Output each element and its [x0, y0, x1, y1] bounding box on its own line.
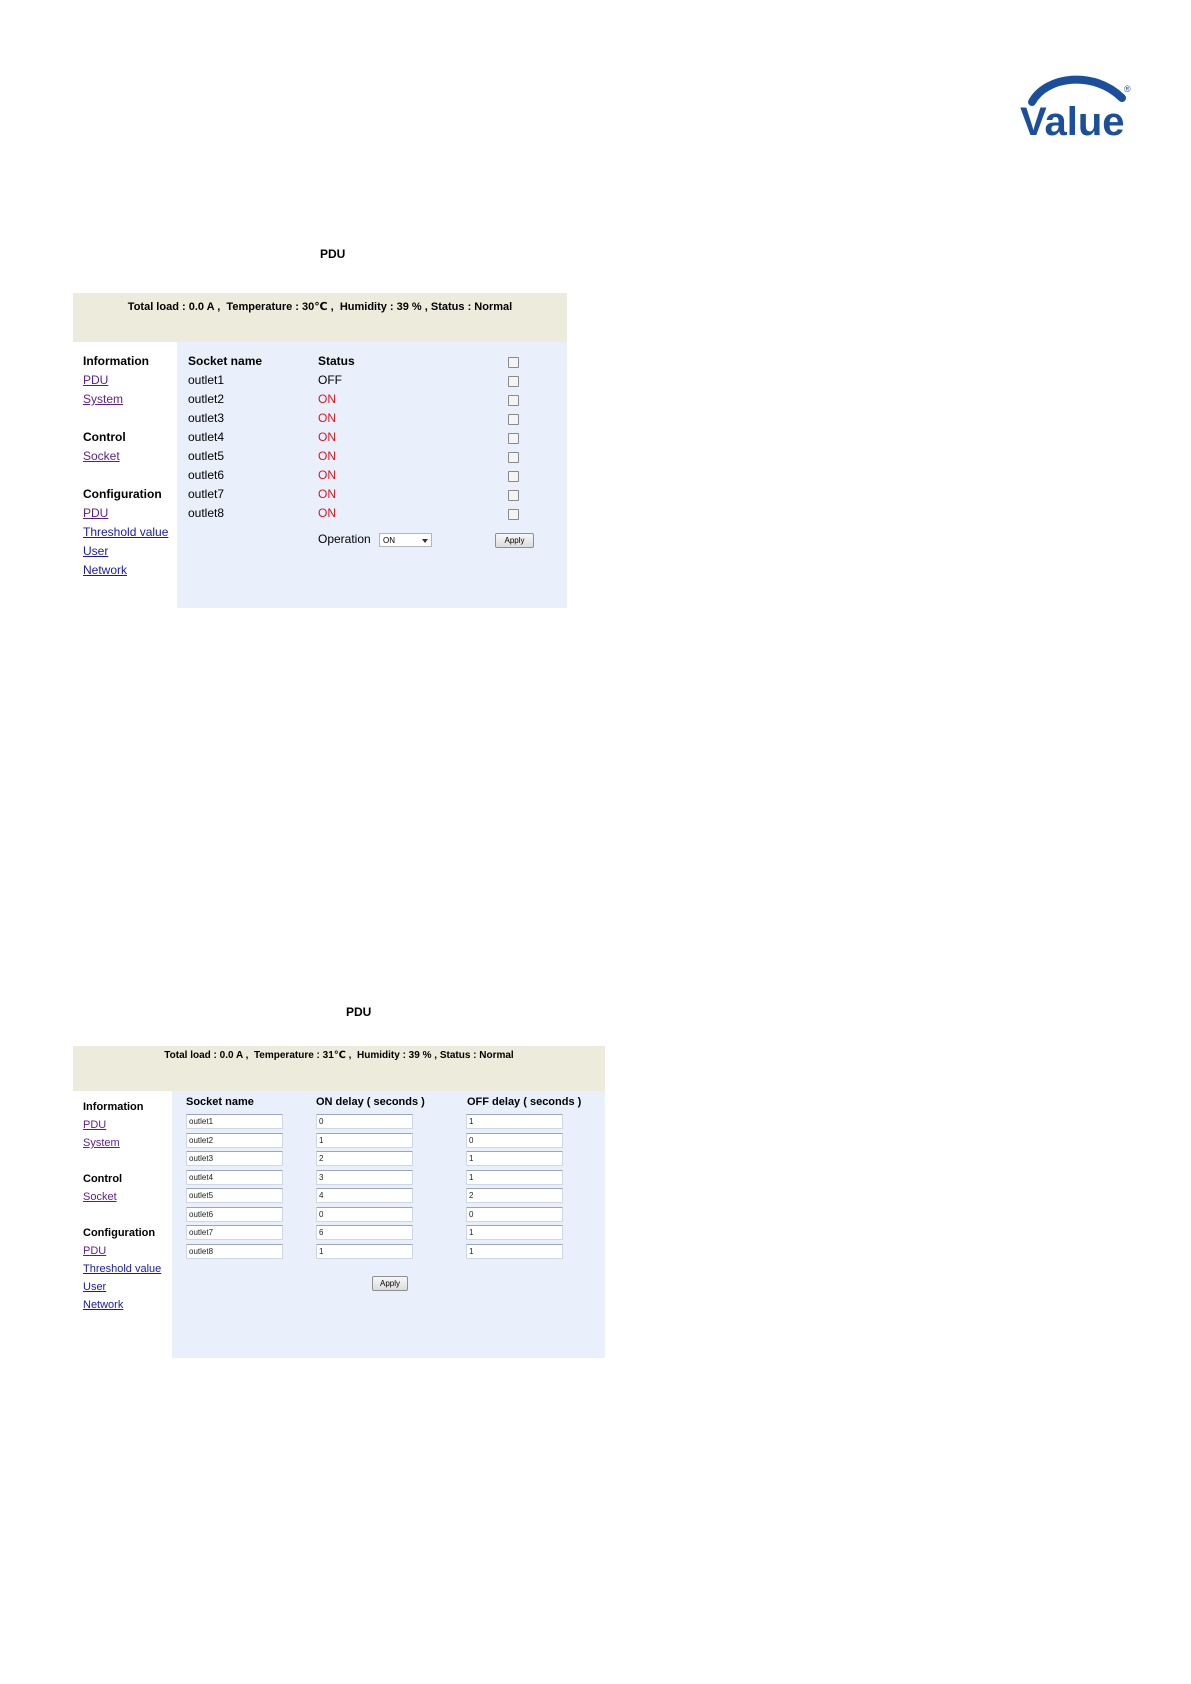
- col-socket-name: Socket name: [186, 1096, 254, 1108]
- socket-name-input[interactable]: outlet7: [186, 1225, 283, 1240]
- nav-config-user[interactable]: User: [83, 1281, 107, 1293]
- nav-config-network[interactable]: Network: [83, 563, 128, 577]
- on-delay-input[interactable]: 6: [316, 1225, 413, 1240]
- nav-control-socket[interactable]: Socket: [83, 1191, 117, 1203]
- socket-checkbox[interactable]: [508, 452, 519, 463]
- off-delay-input[interactable]: 0: [466, 1207, 563, 1222]
- socket-checkbox[interactable]: [508, 414, 519, 425]
- section-control: Control: [83, 1173, 123, 1185]
- page-title: PDU: [320, 247, 346, 261]
- socket-checkbox[interactable]: [508, 376, 519, 387]
- humidity: Humidity : 39 % ,: [339, 301, 428, 313]
- socket-status: ON: [318, 430, 336, 444]
- operation-value: ON: [383, 536, 395, 545]
- socket-name-input[interactable]: outlet6: [186, 1207, 283, 1222]
- table-row: [177, 504, 567, 523]
- table-row: [177, 447, 567, 466]
- nav-config-pdu[interactable]: PDU: [83, 1245, 107, 1257]
- off-delay-input[interactable]: 1: [466, 1151, 563, 1166]
- socket-name: outlet4: [188, 430, 225, 444]
- table-row: [177, 485, 567, 504]
- on-delay-input[interactable]: 2: [316, 1151, 413, 1166]
- on-delay-input[interactable]: 0: [316, 1114, 413, 1129]
- logo-text: Value: [1020, 100, 1125, 142]
- col-status: Status: [318, 354, 355, 368]
- select-all-checkbox[interactable]: [508, 357, 519, 368]
- off-delay-input[interactable]: 1: [466, 1170, 563, 1185]
- status: Status : Normal: [430, 301, 513, 313]
- off-delay-input[interactable]: 1: [466, 1114, 563, 1129]
- table-row: [177, 390, 567, 409]
- nav-info-system[interactable]: System: [83, 392, 124, 406]
- on-delay-input[interactable]: 4: [316, 1188, 413, 1203]
- socket-checkbox[interactable]: [508, 471, 519, 482]
- section-configuration: Configuration: [83, 1227, 156, 1239]
- value-logo-graphic: [1018, 72, 1136, 142]
- section-control: Control: [83, 430, 126, 444]
- socket-delay-panel: [172, 1091, 605, 1358]
- operation-select[interactable]: [379, 533, 432, 547]
- socket-status: ON: [318, 411, 336, 425]
- on-delay-input[interactable]: 0: [316, 1207, 413, 1222]
- status: Status : Normal: [439, 1050, 514, 1061]
- nav-info-pdu[interactable]: PDU: [83, 1119, 107, 1131]
- value-logo: [1018, 72, 1136, 142]
- sidebar: [73, 1091, 172, 1358]
- socket-checkbox[interactable]: [508, 395, 519, 406]
- nav-info-pdu[interactable]: PDU: [83, 373, 109, 387]
- table-row: [177, 466, 567, 485]
- nav-config-user[interactable]: User: [83, 544, 109, 558]
- humidity: Humidity : 39 % ,: [357, 1050, 438, 1061]
- col-socket-name: Socket name: [188, 354, 263, 368]
- socket-name: outlet7: [188, 487, 225, 501]
- socket-name: outlet5: [188, 449, 225, 463]
- section-information: Information: [83, 354, 149, 368]
- col-on-delay: ON delay ( seconds ): [316, 1096, 425, 1108]
- section-configuration: Configuration: [83, 487, 162, 501]
- off-delay-input[interactable]: 1: [466, 1244, 563, 1259]
- operation-label: Operation: [318, 532, 371, 546]
- socket-name: outlet8: [188, 506, 225, 520]
- logo-registered: ®: [1124, 84, 1131, 94]
- apply-button[interactable]: Apply: [495, 533, 534, 548]
- total-load: Total load : 0.0 A ,: [164, 1050, 249, 1061]
- socket-control-panel: [177, 342, 567, 608]
- socket-checkbox[interactable]: [508, 509, 519, 520]
- socket-status: ON: [318, 468, 336, 482]
- socket-checkbox[interactable]: [508, 490, 519, 501]
- socket-status: OFF: [318, 373, 342, 387]
- socket-name-input[interactable]: outlet1: [186, 1114, 283, 1129]
- nav-config-pdu[interactable]: PDU: [83, 506, 109, 520]
- socket-name: outlet3: [188, 411, 225, 425]
- apply-button[interactable]: Apply: [372, 1276, 408, 1291]
- on-delay-input[interactable]: 1: [316, 1133, 413, 1148]
- socket-status: ON: [318, 487, 336, 501]
- nav-config-threshold[interactable]: Threshold value: [83, 1263, 162, 1275]
- table-row: [177, 371, 567, 390]
- page-title: PDU: [346, 1005, 372, 1019]
- temperature: Temperature : 30℃ ,: [226, 301, 334, 313]
- temperature: Temperature : 31℃ ,: [253, 1050, 352, 1061]
- socket-status: ON: [318, 506, 336, 520]
- socket-name-input[interactable]: outlet3: [186, 1151, 283, 1166]
- on-delay-input[interactable]: 1: [316, 1244, 413, 1259]
- nav-info-system[interactable]: System: [83, 1137, 120, 1149]
- socket-name-input[interactable]: outlet4: [186, 1170, 283, 1185]
- table-row: [177, 428, 567, 447]
- nav-config-network[interactable]: Network: [83, 1299, 124, 1311]
- nav-control-socket[interactable]: Socket: [83, 449, 120, 463]
- socket-checkbox[interactable]: [508, 433, 519, 444]
- off-delay-input[interactable]: 0: [466, 1133, 563, 1148]
- off-delay-input[interactable]: 2: [466, 1188, 563, 1203]
- off-delay-input[interactable]: 1: [466, 1225, 563, 1240]
- sidebar: [73, 342, 177, 608]
- socket-name-input[interactable]: outlet8: [186, 1244, 283, 1259]
- socket-status: ON: [318, 449, 336, 463]
- section-information: Information: [83, 1101, 144, 1113]
- socket-name-input[interactable]: outlet2: [186, 1133, 283, 1148]
- socket-name: outlet1: [188, 373, 225, 387]
- on-delay-input[interactable]: 3: [316, 1170, 413, 1185]
- status-bar: [73, 293, 567, 342]
- status-bar: [73, 1046, 605, 1091]
- total-load: Total load : 0.0 A ,: [127, 301, 221, 313]
- socket-name-input[interactable]: outlet5: [186, 1188, 283, 1203]
- table-header: [177, 352, 567, 371]
- col-off-delay: OFF delay ( seconds ): [467, 1096, 582, 1108]
- table-row: [177, 409, 567, 428]
- nav-config-threshold[interactable]: Threshold value: [83, 525, 169, 539]
- socket-name: outlet2: [188, 392, 225, 406]
- socket-name: outlet6: [188, 468, 225, 482]
- socket-status: ON: [318, 392, 336, 406]
- chevron-down-icon: [422, 539, 428, 543]
